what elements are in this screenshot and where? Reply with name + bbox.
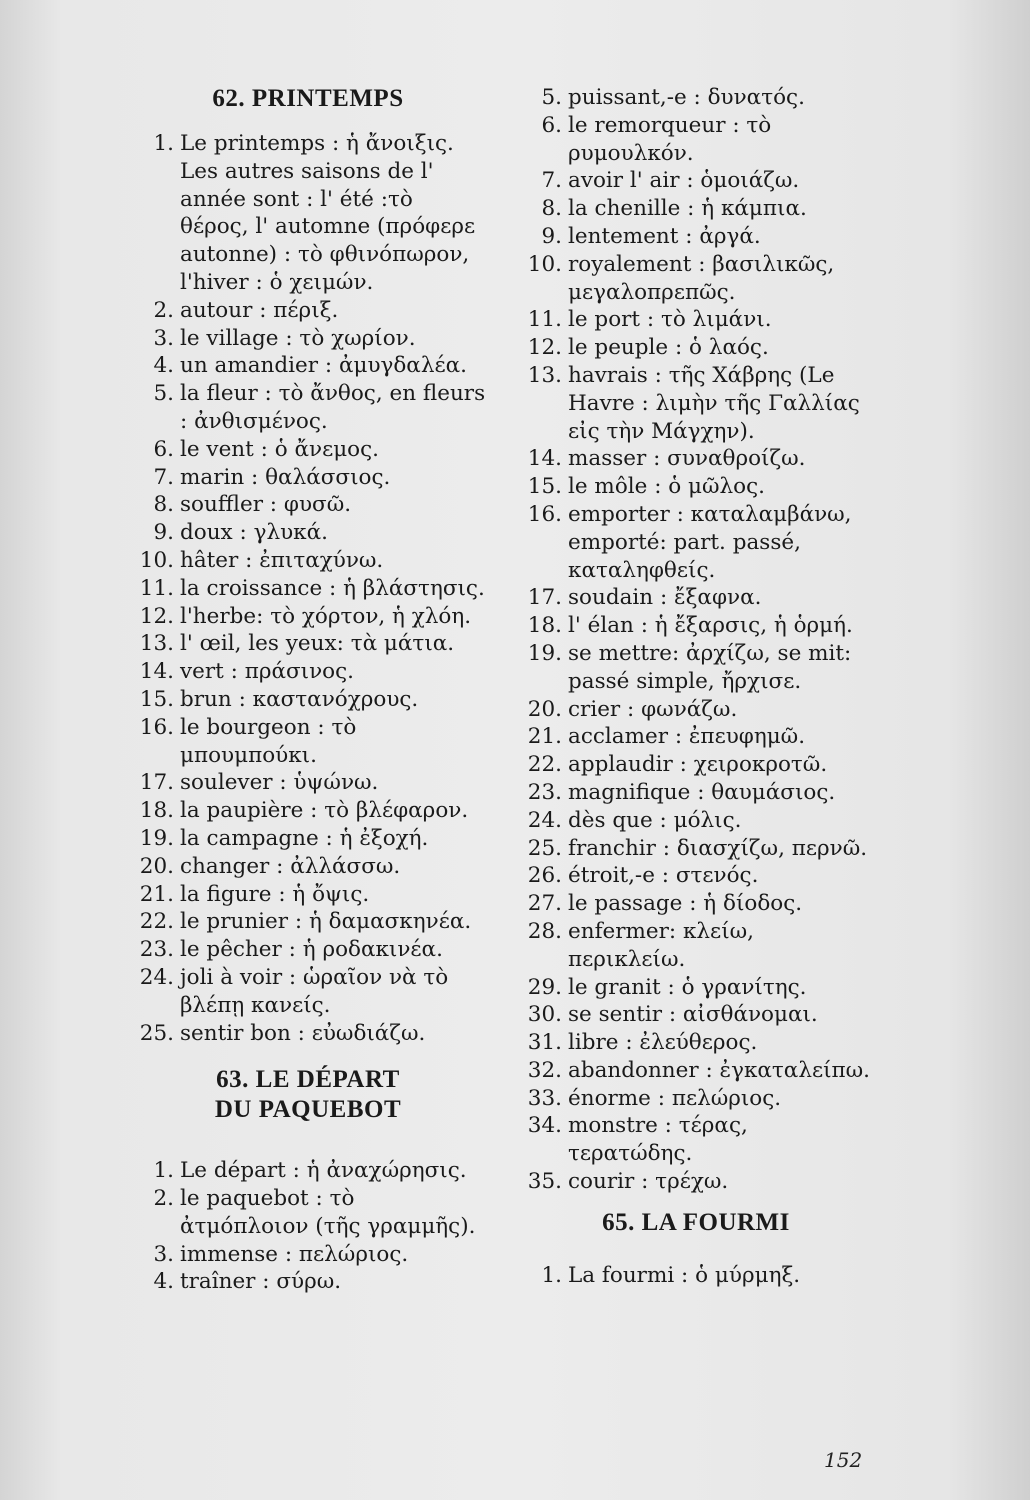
- right-column: [516, 84, 876, 1290]
- vocab-entry: [128, 352, 488, 380]
- entry-text: crier : φωνάζω.: [568, 696, 738, 722]
- entry-number: 29.: [527, 974, 562, 1000]
- entry-number: 17.: [527, 585, 562, 611]
- vocab-entry: [128, 603, 488, 631]
- vocab-entry: [516, 1029, 876, 1057]
- page-number: 152: [824, 1448, 863, 1472]
- entry-text: avoir l' air : ὁμοιάζω.: [568, 168, 800, 194]
- vocab-entry: [128, 853, 488, 881]
- entry-number: 32.: [527, 1057, 562, 1083]
- entry-number: 8.: [541, 196, 562, 222]
- entry-number: 17.: [139, 770, 174, 796]
- entry-text: emporter : καταλαμβάνω, emporté: part. passé, καταληφθείς.: [568, 501, 852, 583]
- entry-number: 25.: [139, 1020, 174, 1046]
- entry-text: acclamer : ἐπευφημῶ.: [568, 724, 806, 750]
- vocab-entry: [516, 1001, 876, 1029]
- vocab-entry: [516, 1085, 876, 1113]
- entry-text: la paupière : τὸ βλέφαρον.: [180, 798, 469, 824]
- entry-text: monstre : τέρας, τερατώδης.: [568, 1113, 748, 1167]
- vocab-entry: [516, 84, 876, 112]
- entry-text: vert : πράσινος.: [180, 659, 354, 685]
- entry-text: se mettre: ἀρχίζω, se mit: passé simple, ἤρχισε.: [568, 640, 852, 694]
- entry-text: soudain : ἔξαφνα.: [568, 585, 762, 611]
- entry-number: 6.: [541, 112, 562, 138]
- vocab-entry: [516, 362, 876, 445]
- vocab-entry: [516, 112, 876, 168]
- entry-text: La fourmi : ὁ μύρμηξ.: [568, 1262, 801, 1288]
- entry-number: 21.: [139, 881, 174, 907]
- vocab-entry: [128, 797, 488, 825]
- vocab-entry: [128, 1020, 488, 1048]
- vocab-entry: [516, 612, 876, 640]
- vocab-entry: [516, 445, 876, 473]
- vocab-entry: [516, 723, 876, 751]
- entry-text: la campagne : ἡ ἐξοχή.: [180, 825, 429, 851]
- vocab-entry: [516, 835, 876, 863]
- vocab-list-63-part2: [516, 84, 876, 1196]
- entry-number: 23.: [527, 779, 562, 805]
- vocab-entry: [516, 334, 876, 362]
- entry-number: 16.: [139, 714, 174, 740]
- vocab-entry: [516, 223, 876, 251]
- entry-text: joli à voir : ὡραῖον νὰ τὸ βλέπῃ κανείς.: [180, 964, 449, 1018]
- vocab-entry: [516, 862, 876, 890]
- entry-text: le vent : ὁ ἄνεμος.: [180, 436, 380, 462]
- vocab-entry: [128, 297, 488, 325]
- entry-text: royalement : βασιλικῶς, μεγαλοπρεπῶς.: [568, 251, 835, 305]
- vocab-entry: [516, 918, 876, 974]
- entry-text: souffler : φυσῶ.: [180, 492, 352, 518]
- section-title-63-line2: DU PAQUEBOT: [214, 1096, 402, 1124]
- entry-number: 19.: [139, 825, 174, 851]
- vocab-entry: [128, 575, 488, 603]
- entry-number: 20.: [139, 853, 174, 879]
- entry-text: l' œil, les yeux: τὰ μάτια.: [180, 631, 455, 657]
- entry-text: immense : πελώριος.: [180, 1241, 409, 1267]
- vocab-entry: [128, 769, 488, 797]
- entry-number: 27.: [527, 891, 562, 917]
- vocab-entry: [128, 547, 488, 575]
- section-title-62: 62. PRINTEMPS: [212, 85, 404, 112]
- section-title-63-line1: 63. LE DÉPART: [216, 1066, 400, 1094]
- vocab-entry: [516, 974, 876, 1002]
- entry-number: 19.: [527, 640, 562, 666]
- entry-text: la figure : ἡ ὄψις.: [180, 881, 370, 907]
- entry-text: sentir bon : εὐωδιάζω.: [180, 1020, 426, 1046]
- entry-number: 9.: [153, 520, 174, 546]
- vocab-entry: [516, 1112, 876, 1168]
- entry-number: 11.: [139, 575, 174, 601]
- entry-number: 5.: [541, 85, 562, 110]
- entry-number: 30.: [527, 1002, 562, 1028]
- entry-text: autour : πέριξ.: [180, 297, 339, 323]
- vocab-entry: [128, 908, 488, 936]
- vocab-entry: [128, 658, 488, 686]
- entry-text: le peuple : ὁ λαός.: [568, 335, 769, 361]
- vocab-entry: [128, 130, 488, 297]
- entry-number: 24.: [527, 807, 562, 833]
- vocab-entry: [516, 890, 876, 918]
- entry-number: 18.: [527, 613, 562, 639]
- entry-number: 12.: [527, 335, 562, 361]
- vocab-entry: [516, 501, 876, 584]
- entry-text: l'herbe: τὸ χόρτον, ἡ χλόη.: [180, 603, 472, 629]
- entry-text: dès que : μόλις.: [568, 807, 742, 833]
- entry-text: le môle : ὁ μῶλος.: [568, 474, 766, 500]
- vocab-entry: [516, 696, 876, 724]
- vocab-entry: [128, 936, 488, 964]
- entry-text: enfermer: κλείω, περικλείω.: [568, 918, 754, 972]
- vocab-entry: [128, 964, 488, 1020]
- entry-number: 15.: [527, 474, 562, 500]
- entry-number: 14.: [527, 446, 562, 472]
- entry-text: courir : τρέχω.: [568, 1169, 729, 1195]
- vocab-list-63-part1: [128, 1157, 488, 1296]
- entry-number: 35.: [527, 1169, 562, 1195]
- vocab-entry: [516, 251, 876, 307]
- entry-number: 1.: [153, 1158, 174, 1184]
- entry-number: 13.: [139, 631, 174, 657]
- entry-text: le remorqueur : τὸ ρυμουλκόν.: [568, 112, 772, 166]
- entry-text: l' élan : ἡ ἔξαρσις, ἡ ὁρμή.: [568, 613, 853, 639]
- entry-number: 25.: [527, 835, 562, 861]
- vocab-list-65: [516, 1262, 876, 1290]
- entry-number: 15.: [139, 686, 174, 712]
- entry-number: 22.: [527, 752, 562, 778]
- entry-text: masser : συναθροίζω.: [568, 446, 806, 472]
- entry-text: le passage : ἡ δίοδος.: [568, 891, 803, 917]
- entry-text: libre : ἐλεύθερος.: [568, 1030, 758, 1056]
- entry-number: 10.: [139, 547, 174, 573]
- entry-text: puissant,-e : δυνατός.: [568, 85, 805, 110]
- entry-number: 8.: [153, 492, 174, 518]
- entry-number: 1.: [541, 1262, 562, 1288]
- entry-text: franchir : διασχίζω, περνῶ.: [568, 835, 868, 861]
- entry-number: 22.: [139, 909, 174, 935]
- vocab-entry: [128, 519, 488, 547]
- entry-number: 7.: [153, 464, 174, 490]
- vocab-entry: [516, 1057, 876, 1085]
- entry-number: 31.: [527, 1030, 562, 1056]
- vocab-entry: [128, 1185, 488, 1241]
- vocab-entry: [128, 1241, 488, 1269]
- section-title-65: 65. LA FOURMI: [602, 1208, 790, 1236]
- vocab-entry: [128, 714, 488, 770]
- entry-number: 23.: [139, 937, 174, 963]
- entry-text: applaudir : χειροκροτῶ.: [568, 752, 828, 778]
- entry-number: 2.: [153, 1186, 174, 1212]
- entry-text: traîner : σύρω.: [180, 1269, 342, 1295]
- vocab-entry: [128, 881, 488, 909]
- vocab-entry: [128, 1157, 488, 1185]
- entry-text: Le printemps : ἡ ἄνοιξις. Les autres saisons de l' année sont : l' été :τὸ θέρος, l' automne (πρόφερε autonne) : τὸ φθινόπωρον, l'hiver : ὁ χειμών.: [180, 131, 476, 295]
- vocab-entry: [128, 491, 488, 519]
- entry-number: 10.: [527, 251, 562, 277]
- vocab-entry: [128, 630, 488, 658]
- entry-number: 1.: [153, 131, 174, 156]
- vocab-entry: [128, 380, 488, 436]
- entry-number: 33.: [527, 1085, 562, 1111]
- vocab-entry: [516, 751, 876, 779]
- vocab-entry: [128, 825, 488, 853]
- entry-text: énorme : πελώριος.: [568, 1085, 782, 1111]
- entry-number: 34.: [527, 1113, 562, 1139]
- vocab-entry: [516, 167, 876, 195]
- entry-text: abandonner : ἐγκαταλείπω.: [568, 1057, 871, 1083]
- entry-text: marin : θαλάσσιος.: [180, 464, 391, 490]
- entry-text: havrais : τῆς Χάβρης (Le Havre : λιμὴν τῆς Γαλλίας εἰς τὴν Μάγχην).: [568, 362, 860, 444]
- entry-text: Le départ : ἡ ἀναχώρησις.: [180, 1158, 467, 1184]
- entry-text: brun : καστανόχρους.: [180, 686, 419, 712]
- entry-text: un amandier : ἀμυγδαλέα.: [180, 353, 467, 379]
- entry-number: 24.: [139, 964, 174, 990]
- vocab-list-62: [128, 130, 488, 1047]
- vocab-entry: [516, 584, 876, 612]
- vocab-entry: [516, 473, 876, 501]
- entry-text: le prunier : ἡ δαμασκηνέα.: [180, 909, 472, 935]
- section-title-63: [128, 1065, 488, 1125]
- entry-number: 2.: [153, 297, 174, 323]
- vocab-entry: [516, 1168, 876, 1196]
- entry-text: lentement : ἀργά.: [568, 223, 761, 249]
- vocab-entry: [516, 1262, 876, 1290]
- entry-number: 14.: [139, 659, 174, 685]
- entry-text: le granit : ὁ γρανίτης.: [568, 974, 807, 1000]
- entry-text: magnifique : θαυμάσιος.: [568, 779, 836, 805]
- entry-text: doux : γλυκά.: [180, 520, 328, 546]
- entry-text: la fleur : τὸ ἄνθος, en fleurs : ἀνθισμένος.: [180, 381, 486, 434]
- vocab-entry: [128, 1268, 488, 1296]
- entry-number: 20.: [527, 696, 562, 722]
- entry-number: 9.: [541, 223, 562, 249]
- entry-number: 21.: [527, 724, 562, 750]
- entry-text: le bourgeon : τὸ μπουμπούκι.: [180, 714, 357, 768]
- vocab-entry: [516, 306, 876, 334]
- entry-number: 26.: [527, 863, 562, 889]
- entry-text: le pêcher : ἡ ροδακινέα.: [180, 937, 443, 963]
- entry-number: 4.: [153, 353, 174, 379]
- vocab-entry: [516, 640, 876, 696]
- vocab-entry: [128, 686, 488, 714]
- vocab-entry: [128, 325, 488, 353]
- entry-text: le village : τὸ χωρίον.: [180, 325, 416, 351]
- vocab-entry: [128, 464, 488, 492]
- entry-text: la chenille : ἡ κάμπια.: [568, 196, 807, 222]
- vocab-entry: [128, 436, 488, 464]
- entry-number: 3.: [153, 325, 174, 351]
- entry-number: 7.: [541, 168, 562, 194]
- entry-text: changer : ἀλλάσσω.: [180, 853, 401, 879]
- entry-number: 28.: [527, 918, 562, 944]
- entry-number: 16.: [527, 501, 562, 527]
- left-column: [128, 84, 488, 1296]
- entry-number: 5.: [153, 381, 174, 407]
- entry-number: 11.: [527, 307, 562, 333]
- entry-text: hâter : ἐπιταχύνω.: [180, 547, 384, 573]
- vocab-entry: [516, 807, 876, 835]
- entry-number: 4.: [153, 1269, 174, 1295]
- entry-number: 6.: [153, 436, 174, 462]
- entry-text: se sentir : αἰσθάνομαι.: [568, 1002, 818, 1028]
- entry-text: soulever : ὑψώνω.: [180, 770, 379, 796]
- entry-number: 18.: [139, 798, 174, 824]
- vocab-entry: [516, 779, 876, 807]
- vocab-entry: [516, 195, 876, 223]
- entry-text: le port : τὸ λιμάνι.: [568, 307, 772, 333]
- entry-text: étroit,-e : στενός.: [568, 863, 759, 889]
- entry-text: la croissance : ἡ βλάστησις.: [180, 575, 485, 601]
- entry-text: le paquebot : τὸ ἀτμόπλοιον (τῆς γραμμῆς).: [180, 1186, 476, 1239]
- entry-number: 3.: [153, 1241, 174, 1267]
- entry-number: 12.: [139, 603, 174, 629]
- entry-number: 13.: [527, 362, 562, 388]
